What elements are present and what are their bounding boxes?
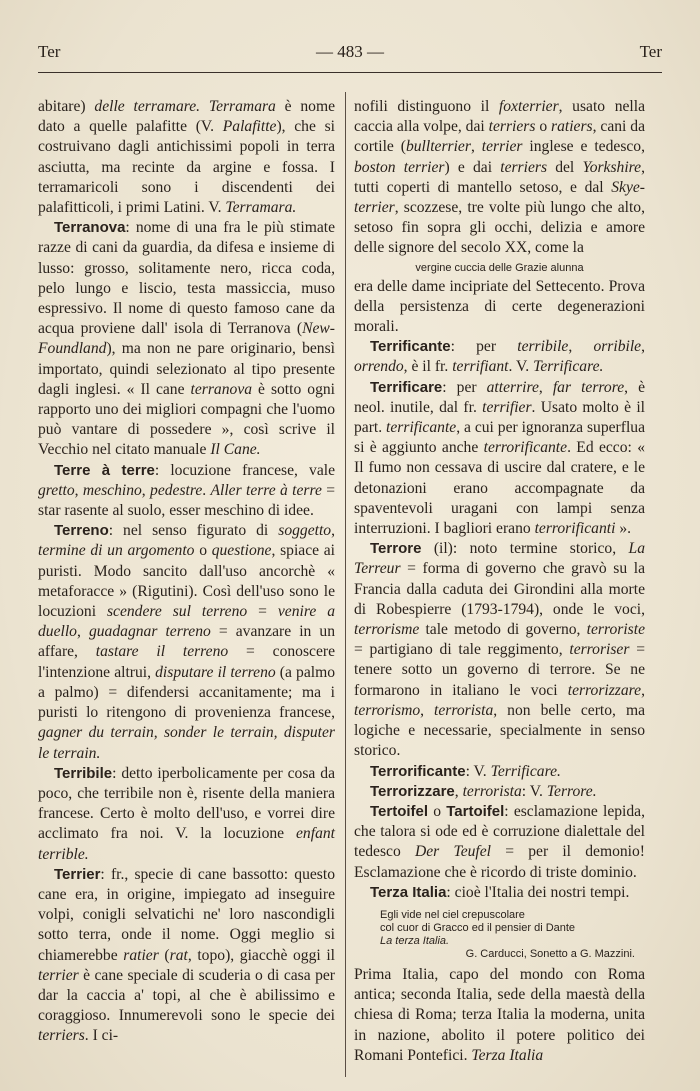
- entry-terrorizzare: Terrorizzare, terrorista: V. Terrore.: [370, 782, 597, 800]
- entry-terza-italia-cont: Prima Italia, capo del mondo con Roma antica; seconda Italia, sede della maestà della chiesa di Roma; terza Italia la moderna, unita in nazione, abolito il potere politico dei Romani Pontefici. Terza Italia: [354, 965, 645, 1064]
- header-right-guide: Ter: [639, 42, 662, 61]
- headword: Tartoifel: [446, 802, 505, 820]
- entry-terrore: Terrore (il): noto termine storico, La Terreur = forma di governo che gravò su la Francia dalla caduta dei Girondini alla morte di Robespierre (1793-1794), onde le voci, terrorisme tale metodo di governo, terroriste = partigiano di tale reggimento, terroriser = tenere sotto un governo di terrore. Se ne formarono in italiano le voci terrorizzare, terrorismo, terrorista, non belle certo, ma logiche e necessarie, specialmente in senso storico.: [354, 540, 645, 760]
- header-left-guide: Ter: [38, 42, 61, 61]
- left-column: [38, 97, 335, 1047]
- poem-source: G. Carducci, Sonetto a G. Mazzini.: [465, 947, 635, 960]
- headword: Terre à terre: [54, 461, 155, 479]
- headword: Terrificare: [370, 378, 443, 396]
- poem-line: La terza Italia.: [380, 934, 450, 947]
- entry-terrificare: Terrificare: per atterrire, far terrore, è neol. inutile, dal fr. terrifier. Usato molto è il part. terrificante, a cui per ignoranza superflua si è aggiunto anche terrorificante. Ed ecco: « Il fumo non cessava di uscire dal cratere, e le detonazioni erano accompagnate da spaventevoli uragani con lampi senza interruzioni. I bagliori erano terrorificanti ».: [354, 378, 645, 538]
- entry-terramare-cont: abitare) delle terramare. Terramara è nome dato a quelle palafitte (V. Palafitte), che si costruivano dagli antichissimi popoli in terra asciutta, ma recinte da argine e fossa. I terramaricoli sono i discendenti dei palafitticoli, i primi Latini. V. Terramara.: [38, 98, 335, 217]
- headword: Terrorizzare: [370, 782, 455, 800]
- headword: Terrore: [370, 540, 422, 558]
- entry-terrificante: Terrificante: per terribile, orribile, orrendo, è il fr. terrifiant. V. Terrificare.: [354, 338, 645, 376]
- headword: Terza Italia: [370, 883, 447, 901]
- entry-terrorificante: Terrorificante: V. Terrificare.: [370, 762, 561, 780]
- headword: Tertoifel: [370, 802, 429, 820]
- right-column: [354, 97, 645, 1066]
- entry-terrier-cont: nofili distinguono il foxterrier, usato nella caccia alla volpe, dai terriers o ratiers, cani da cortile (bullterrier, terrier inglese e tedesco, boston terrier) e dai terriers del Yorkshire, tutti coperti di mantello setoso, e dal Skye-terrier, scozzese, tre volte più lungo che alto, setoso fin sopra gli occhi, delizia e amore delle signore del secolo XX, come la: [354, 98, 646, 257]
- headword: Terreno: [54, 522, 109, 540]
- headword: Terrificante: [370, 338, 451, 356]
- poem-quote: [380, 909, 645, 961]
- entry-terrier-end: era delle dame incipriate del Settecento. Prova della persistenza di certe degenerazioni morali.: [354, 277, 645, 336]
- headword: Terribile: [54, 764, 113, 782]
- entry-tertoifel: Tertoifel o Tartoifel: esclamazione lepida, che talora si ode ed è corruzione dialettale del tedesco Der Teufel = per il demonio! Esclamazione che è ricordo di triste dominio.: [354, 802, 645, 881]
- entry-terza-italia: Terza Italia: cioè l'Italia dei nostri tempi.: [370, 883, 630, 901]
- headword: Terrorificante: [370, 762, 466, 780]
- poem-line: col cuor di Gracco ed il pensier di Dante: [380, 921, 576, 934]
- verse-quote: vergine cuccia delle Grazie alunna: [415, 261, 584, 274]
- entry-terranova: Terranova: nome di una fra le più stimate razze di cani da guardia, da difesa e insieme di lusso: grosso, solitamente nero, ricca coda, pelo lungo e liscio, testa massiccia, muso espressivo. Il nome di questo famoso cane da acqua proviene dall' isola di Terranova (New-Foundland), ma non ne pare originario, bensì importato, quindi selezionato al tipo presente dagli inglesi. « Il cane terranova è sotto ogni rapporto uno dei migliori compagni che l'uomo può vantare di possedere », così scrive il Vecchio nel citato manuale Il Cane.: [38, 219, 335, 459]
- entry-terrier: Terrier: fr., specie di cane bassotto: questo cane era, in origine, impiegato ad inseguire volpi, conigli selvatichi ne' loro nascondigli sotto terra, onde il nome. Oggi meglio si chiamerebbe ratier (rat, topo), giacchè oggi il terrier è cane speciale di scuderia o di casa per dar la caccia a' topi, al che è abilissimo e coraggioso. Innumerevoli sono le specie dei terriers. I ci-: [38, 865, 335, 1045]
- entry-terribile: Terribile: detto iperbolicamente per cosa da poco, che terribile non è, risente della maniera francese. Certo è molto dell'uso, e vorrei dire acclimato fra noi. V. la locuzione enfant terrible.: [38, 764, 335, 863]
- column-divider: [345, 92, 346, 1077]
- entry-terreno: Terreno: nel senso figurato di soggetto, termine di un argomento o questione, spiace ai puristi. Modo sancito dall'uso ancorchè « metaforacce » (Rigutini). Così dell'uso sono le locuzioni scendere sul terreno = venire a duello, guadagnar terreno = avanzare in un affare, tastare il terreno = conoscere l'intenzione altrui, disputare il terreno (a palmo a palmo) = difendersi accanitamente; ma i puristi lo ritengono di provenienza francese, gagner du terrain, sonder le terrain, disputer le terrain.: [38, 522, 336, 762]
- running-header: [38, 42, 662, 66]
- poem-line: Egli vide nel ciel crepuscolare: [380, 908, 525, 921]
- headword: Terrier: [54, 865, 101, 883]
- headword: Terranova: [54, 219, 126, 237]
- header-rule: [38, 72, 662, 73]
- page-number: — 483 —: [316, 42, 384, 61]
- entry-terre-a-terre: Terre à terre: locuzione francese, vale gretto, meschino, pedestre. Aller terre à terre = star rasente al suolo, esser meschino di idee.: [38, 461, 336, 520]
